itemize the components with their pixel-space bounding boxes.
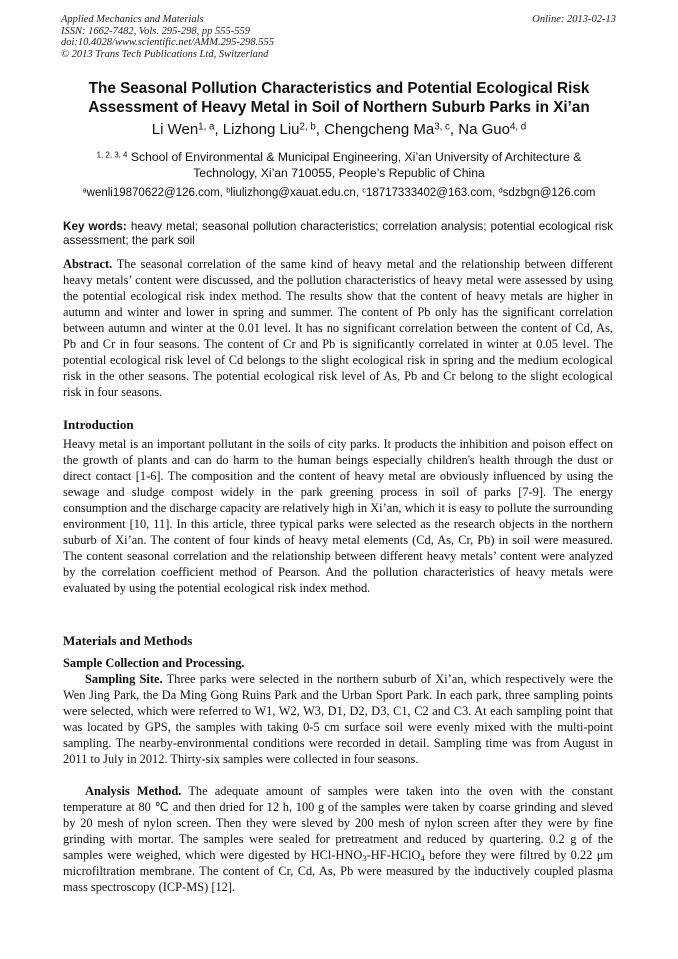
analysis-method-paragraph xyxy=(63,783,613,895)
journal-doi: doi:10.4028/www.scientific.net/AMM.295-298.555 xyxy=(61,37,274,48)
sampling-site-label: Sampling Site. xyxy=(85,672,163,686)
analysis-text-1: The adequate amount of samples were taken into the oven with the constant temperature at 80 ℃ and then dried for 12 h, 100 g of the samples were taken by coarse grinding and sleved by 20 mesh of nylon screen. Then they were sleved by 200 mesh of nylon screen after they were by fine grinding with mortar. The samples were sealed for pretreatment and reduced by quartering. 0.2 g of the samples were weighed, which were digested by HCl-HNO xyxy=(63,784,614,862)
author-sup: 2, b xyxy=(299,121,316,133)
author-list: Li Wen$^{1, a}$, Lizhong Liu$^{2, b}$, Chengcheng Ma$^{3, c}$, Na Guo$^{4, d}$ xyxy=(151,121,527,138)
abstract-label: Abstract. xyxy=(63,257,113,271)
author-sup: 3, c xyxy=(434,121,450,133)
email-address[interactable]: 18717333402@163.com xyxy=(365,187,493,199)
email-address[interactable]: liulizhong@xauat.edu.cn xyxy=(230,187,356,199)
sample-collection-heading: Sample Collection and Processing. xyxy=(63,656,245,670)
title-line-1: The Seasonal Pollution Characteristics and Potential Ecological Risk xyxy=(88,80,590,97)
journal-header xyxy=(61,14,616,60)
analysis-sub-2: 4 xyxy=(420,853,425,864)
affiliation xyxy=(80,150,598,181)
methods-heading: Materials and Methods xyxy=(63,633,193,648)
email-sup: c xyxy=(362,185,366,195)
author-name: Lizhong Liu xyxy=(222,121,300,138)
author-sup: 4, d xyxy=(509,121,527,133)
abstract-text: The seasonal correlation of the same kind of heavy metal and the relationship between different heavy metals’ content were discussed, and the pollution characteristics of heavy metal were assessed by using the potential ecological risk index method. The results show that the content of heavy metals are higher in autumn and winter and lower in spring and summer. The content of Pb only has the significant correlation between autumn and winter at the 0.01 level. It has no significant correlation between the content of Cd, As, Pb and Cr in four seasons. The content of Cr and Pb is significantly correlated in winter at 0.05 level. The potential ecological risk level of Cd belongs to the slight ecological risk in spring and the medium ecological risk in the other seasons. The potential ecological risk level of As, Pb and Cr belong to the slight ecological risk in four seasons. xyxy=(63,257,613,399)
email-sup: d xyxy=(498,185,503,195)
email-sup: b xyxy=(226,185,231,195)
analysis-sub-1: 3 xyxy=(362,853,367,864)
analysis-text-2: -HF-HClO xyxy=(366,848,421,862)
analysis-method-label: Analysis Method. xyxy=(85,784,182,798)
analysis-text-3: before they were filtred by 0.22 μm microfiltration membrane. The content of Cr, Cd, As, Pb were measured by the inductively coupled plasma mass spectroscopy (ICP-MS) [12]. xyxy=(63,848,613,894)
affiliation-line-1: School of Environmental & Municipal Engineering, Xi’an University of Architecture & xyxy=(130,150,582,164)
online-date: Online: 2013-02-13 xyxy=(532,14,616,25)
abstract xyxy=(63,256,613,400)
keywords-text: heavy metal; seasonal pollution characteristics; correlation analysis; potential ecological risk assessment; the park soil xyxy=(63,220,614,247)
journal-copyright: © 2013 Trans Tech Publications Ltd, Switzerland xyxy=(61,48,269,60)
journal-name: Applied Mechanics and Materials xyxy=(61,14,204,25)
affiliation-line-2: Technology, Xi’an 710055, People’s Republic of China xyxy=(193,165,485,180)
author-sup: 1, a xyxy=(198,121,215,133)
email-address[interactable]: wenli19870622@126.com xyxy=(86,187,220,199)
introduction-heading: Introduction xyxy=(63,417,134,432)
keywords xyxy=(63,220,613,247)
email-list: $^a$wenli19870622@126.com, $^b$liulizhong@xauat.edu.cn, $^c$18717333402@163.com, $^d$sdzbgn@126.com xyxy=(82,185,596,199)
title-line-2: Assessment of Heavy Metal in Soil of Northern Suburb Parks in Xi’an xyxy=(88,99,590,116)
sampling-site-text: Three parks were selected in the northern suburb of Xi’an, which respectively were the Wen Jing Park, the Da Ming Gong Ruins Park and the Urban Sport Park. In each park, three sampling points were selected, which were referred to W1, W2, W3, D1, D2, D3, C1, C2 and C3. At each sampling point that was located by GPS, the samples with taking 0-5 cm surface soil were evenly mixed with the multi-point sampling. The nearby-environmental conditions were recorded in detail. Sampling time was from August in 2011 to July in 2012. Thirty-six samples were collected in four seasons. xyxy=(63,672,613,766)
author-name: Li Wen xyxy=(151,121,199,138)
author-name: Na Guo xyxy=(458,121,510,138)
paper-title xyxy=(40,79,638,117)
affiliation-sup: 1, 2, 3, 4 xyxy=(96,150,128,160)
email-sup: a xyxy=(82,185,87,195)
introduction-text: Heavy metal is an important pollutant in the soils of city parks. It products the inhibition and poison effect on the growth of plants and can do harm to the human beings especially children's health through the dust or direct contact [1-6]. The composition and the content of heavy metal are obviously influenced by using the sewage and sludge compost widely in the park greening process in soil of parks [7-9]. The energy consumption and the discharge capacity are relatively high in Xi’an, which it is easy to pollute the surrounding environment [10, 11]. In this article, three typical parks were selected as the research objects in the northern suburb of Xi’an. The content of four kinds of heavy metal elements (Cd, As, Cr, Pb) in soil were measured. The content seasonal correlation and the relationship between different heavy metals’ content were analyzed by the correlation coefficient method of Pearson. And the pollution characteristics of heavy metals were evaluated by using the potential ecological risk index method. xyxy=(63,437,613,595)
journal-issn: ISSN: 1662-7482, Vols. 295-298, pp 555-559 xyxy=(61,25,250,37)
keywords-label: Key words: xyxy=(63,220,127,233)
email-address[interactable]: sdzbgn@126.com xyxy=(502,187,596,199)
sampling-site-paragraph xyxy=(63,671,613,767)
author-name: Chengcheng Ma xyxy=(324,121,435,138)
